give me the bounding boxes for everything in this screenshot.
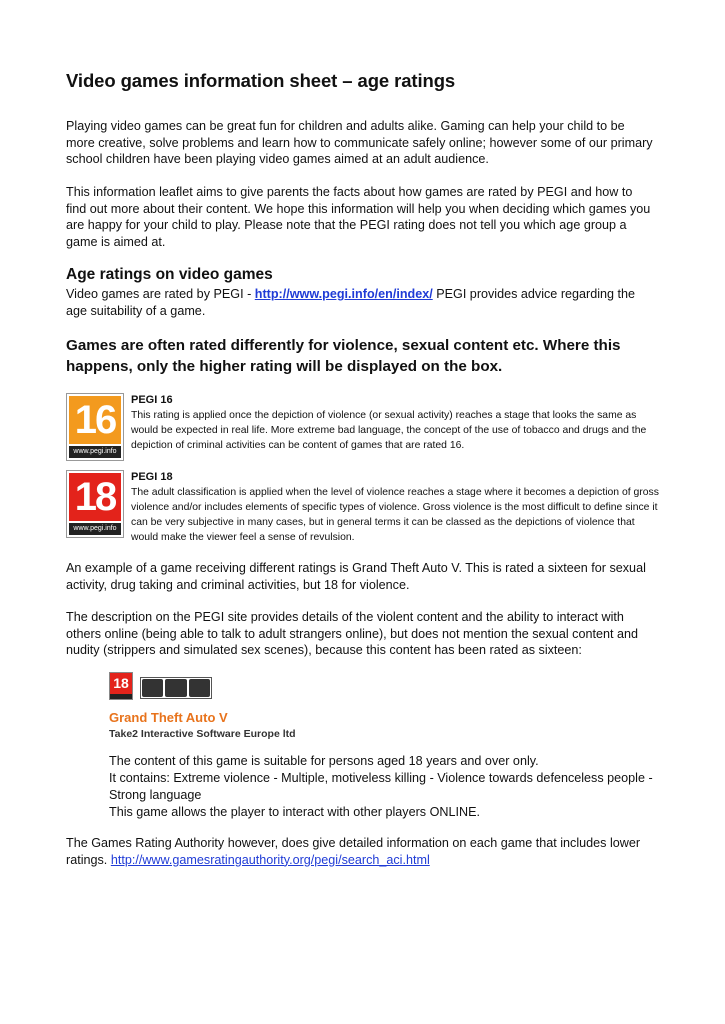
violence-icon xyxy=(165,679,186,697)
higher-rating-heading: Games are often rated differently for violence, sexual content etc. Where this happens, only the higher rating will be displayed on the box. xyxy=(66,337,621,375)
gta-publisher: Take2 Interactive Software Europe ltd xyxy=(109,728,296,740)
pegi-16-title: PEGI 16 xyxy=(131,394,173,406)
description-paragraph: The description on the PEGI site provides details of the violent content and the ability to interact with others online (being able to talk to adult strangers online), but does not mention the sexual content and nudity (strippers and simulated sex scenes), because this content has been rated as sixteen: xyxy=(66,610,638,658)
pegi-16-badge-number: 16 xyxy=(74,397,116,442)
pegi-18-badge xyxy=(66,470,124,538)
bad-language-icon xyxy=(189,679,210,697)
gra-link[interactable]: http://www.gamesratingauthority.org/pegi/search_aci.html xyxy=(110,852,430,867)
gta-line-3: This game allows the player to interact with other players ONLINE. xyxy=(109,805,480,819)
intro-paragraph-2: This information leaflet aims to give parents the facts about how games are rated by PEGI and how to find out more about their content. We hope this information will help you when deciding which games you are happy for your child to play. Please note that the PEGI rating does not tell you which age group a game is aimed at. xyxy=(66,185,651,249)
gta-line-1: The content of this game is suitable for persons aged 18 years and over only. xyxy=(109,754,539,768)
pegi-16-block xyxy=(131,393,661,453)
example-paragraph: An example of a game receiving different ratings is Grand Theft Auto V. This is rated a sixteen for sexual activity, drug taking and criminal activities, but 18 for violence. xyxy=(66,561,646,592)
gta-18-badge xyxy=(109,672,133,700)
gta-description xyxy=(109,753,659,821)
content-descriptor-icons xyxy=(140,677,212,699)
pegi-18-title: PEGI 18 xyxy=(131,471,173,483)
pegi-18-badge-url: www.pegi.info xyxy=(69,523,121,535)
age-ratings-heading: Age ratings on video games xyxy=(66,266,273,283)
age-text-before: Video games are rated by PEGI - xyxy=(66,287,255,301)
gra-paragraph xyxy=(66,835,656,868)
gta-title: Grand Theft Auto V xyxy=(109,710,228,725)
online-icon xyxy=(142,679,163,697)
pegi-18-badge-color xyxy=(69,473,121,521)
pegi-18-badge-number: 18 xyxy=(74,474,116,519)
gta-18-badge-strip xyxy=(110,694,132,699)
pegi-16-text: This rating is applied once the depiction of violence (or sexual activity) reaches a stage that looks the same as would be expected in real life. More extreme bad language, the concept of the use of tobacco and drugs and the depiction of criminal activities can be content of games that are rated 16. xyxy=(131,410,647,451)
page-title: Video games information sheet – age ratings xyxy=(66,70,456,91)
pegi-16-badge-color xyxy=(69,396,121,444)
age-text-after: PEGI provides advice regarding the age suitability of a game. xyxy=(66,287,636,318)
gta-18-badge-number: 18 xyxy=(113,675,129,691)
pegi-18-text: The adult classification is applied when the level of violence reaches a stage where it becomes a depiction of gross violence and/or includes elements of specific types of violence. Gross violence is the most difficult to define since it can be very subjective in many cases, but in general terms it can be classed as the depictions of violence that would make the viewer feel a sense of revulsion. xyxy=(131,487,659,543)
pegi-link[interactable]: http://www.pegi.info/en/index/ xyxy=(254,287,433,301)
gta-line-2: It contains: Extreme violence - Multiple, motiveless killing - Violence towards defenceless people - Strong language xyxy=(109,771,653,802)
intro-paragraph-1: Playing video games can be great fun for children and adults alike. Gaming can help your child to be more creative, solve problems and learn how to communicate safely online; however some of our primary school children have been playing video games aimed at an adult audience. xyxy=(66,119,653,167)
gra-text: The Games Rating Authority however, does give detailed information on each game that includes lower ratings. xyxy=(66,836,641,867)
pegi-16-badge-url: www.pegi.info xyxy=(69,446,121,458)
age-ratings-paragraph xyxy=(66,286,656,319)
pegi-16-badge xyxy=(66,393,124,461)
pegi-18-block xyxy=(131,470,661,545)
